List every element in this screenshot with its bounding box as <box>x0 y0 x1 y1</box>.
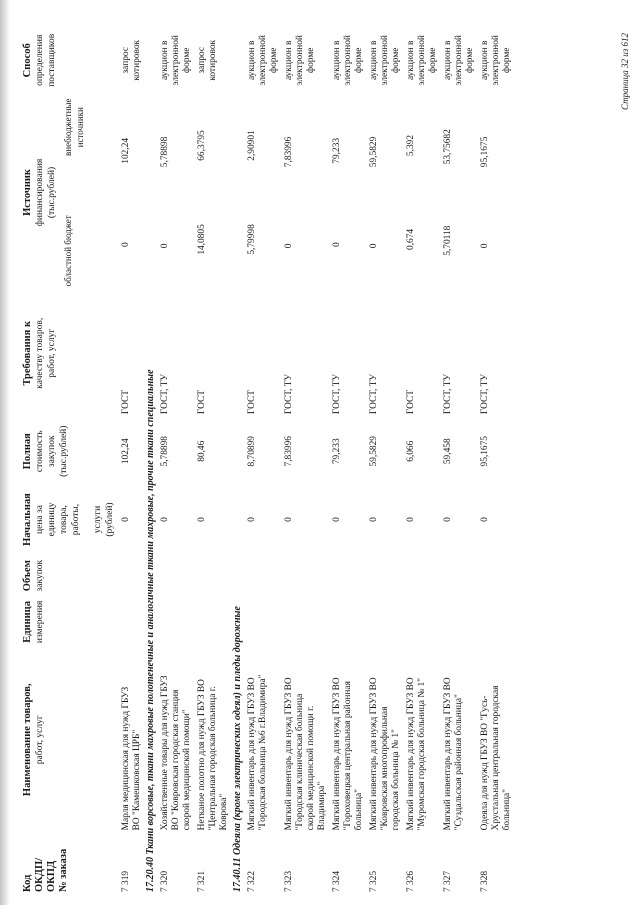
table-body <box>118 25 514 895</box>
order-number: 7 325 <box>369 870 379 892</box>
table-row <box>244 25 281 895</box>
volume-cell <box>244 554 281 598</box>
funding-regional: 5,79998 <box>247 224 257 255</box>
order-number: 7 323 <box>284 870 294 892</box>
funding-regional: 0 <box>332 242 342 248</box>
full-cost-cell: 8,70899 <box>247 436 257 467</box>
volume-cell <box>477 554 514 598</box>
col-header-volume: Объем закупок <box>22 559 45 592</box>
item-name: Марля медицинская для нужд ГБУЗ ВО "Камешковская ЦРБ" <box>121 686 142 831</box>
funding-cell <box>440 96 477 290</box>
unit-cell <box>118 598 144 646</box>
volume-cell <box>194 554 231 598</box>
section-row <box>231 25 244 895</box>
funding-regional: 0,674 <box>406 228 416 250</box>
requirements-cell: ГОСТ, ТУ <box>332 373 342 415</box>
funding-regional: 0 <box>369 243 379 249</box>
item-name: Хозяйственные товары для нужд ГБУЗ ВО "Ковровская городская станция скорой медицинской помощи" <box>160 675 192 831</box>
full-cost-cell: 5,78898 <box>160 436 170 467</box>
col-header-initial-price: Начальная цена за единицу товара, работы, услуги (рублей) <box>22 493 115 546</box>
full-cost-cell: 6,066 <box>406 440 416 462</box>
method-cell: аукцион в электронной форме <box>406 35 438 86</box>
unit-cell <box>403 598 440 646</box>
order-number: 7 319 <box>121 870 131 892</box>
funding-offbudget: 5,392 <box>406 134 416 157</box>
funding-regional: 5,70118 <box>443 225 453 256</box>
method-cell: аукцион в электронной форме <box>284 35 316 86</box>
order-number: 7 328 <box>480 870 490 892</box>
section-title: 17.40.11 Одеяла (кроме электрических одеял) и пледы дорожные <box>232 606 243 892</box>
funding-offbudget-label: внебюджетные источники <box>63 98 85 156</box>
requirements-cell: ГОСТ <box>121 390 131 415</box>
volume-cell <box>118 554 144 598</box>
full-cost-cell: 59,5829 <box>369 436 379 467</box>
method-cell: аукцион в электронной форме <box>247 35 279 86</box>
full-cost-cell: 95,1675 <box>480 436 490 467</box>
volume-cell <box>366 554 403 598</box>
funding-offbudget: 59,5829 <box>369 136 379 168</box>
col-header-method: Способ определения поставщиков <box>22 33 57 87</box>
full-cost-cell: 59,458 <box>443 438 453 465</box>
volume-cell <box>403 554 440 598</box>
scan-edge-shadow <box>0 0 10 905</box>
unit-cell <box>194 598 231 646</box>
funding-regional-label: областной бюджет <box>63 215 73 287</box>
page-footer: Страница 32 из 612 <box>620 33 630 110</box>
table-row <box>281 25 329 895</box>
method-cell: аукцион в электронной форме <box>160 35 192 86</box>
table-row <box>403 25 440 895</box>
funding-cell <box>244 96 281 290</box>
funding-regional: 0 <box>121 242 131 248</box>
funding-regional: 0 <box>284 243 294 249</box>
procurement-table <box>20 25 514 895</box>
order-number: 7 320 <box>160 870 170 892</box>
col-header-funding: Источник финансирования (тыс.рублей) областной бюджет внебюджетные источники <box>22 98 85 287</box>
method-cell: запрос котировок <box>121 39 142 81</box>
volume-cell <box>329 554 366 598</box>
item-name: Мягкий инвентарь для нужд ГБУЗ ВО "Городская клиническая больница скорой медицинской помощи г. Владимира" <box>284 677 327 831</box>
funding-offbudget: 5,78898 <box>160 136 170 168</box>
funding-regional: 14,0805 <box>197 224 207 255</box>
order-number: 7 327 <box>443 870 453 892</box>
header-row <box>20 25 118 895</box>
unit-cell <box>157 598 194 646</box>
requirements-cell: ГОСТ, ТУ <box>443 373 453 415</box>
funding-offbudget: 95,1675 <box>480 136 490 168</box>
initial-price-cell: 0 <box>160 517 170 522</box>
item-name: Мягкий инвентарь для нужд ГБУЗ ВО "Муромская городская больница № 1" <box>406 677 427 831</box>
unit-cell <box>244 598 281 646</box>
col-header-unit: Единица измерения <box>22 600 45 644</box>
order-number: 7 324 <box>332 870 342 892</box>
funding-cell <box>403 96 440 290</box>
method-cell: аукцион в электронной форме <box>443 35 475 86</box>
col-header-name: Наименование товаров, работ, услуг <box>22 683 45 797</box>
funding-cell <box>366 96 403 290</box>
initial-price-cell: 0 <box>369 517 379 522</box>
item-name: Мягкий инвентарь для нужд ГБУЗ ВО "Ковровская многопрофильная городская больница № 1" <box>369 677 401 831</box>
unit-cell <box>440 598 477 646</box>
funding-cell <box>157 96 194 290</box>
item-name: Мягкий инвентарь для нужд ГБУЗ ВО "Городская больница №6 г.Владимира" <box>247 674 268 831</box>
unit-cell <box>329 598 366 646</box>
item-name: Одеяла для нужд ГБУЗ ВО "Гусь- Хрустальная центральная городская больница" <box>480 685 512 831</box>
order-number: 7 322 <box>247 870 257 892</box>
section-title: 17.20.40 Ткани ворсовые, ткани махровые полотенечные и аналогичные ткани махровые, прочие ткани специальные <box>145 369 156 892</box>
initial-price-cell: 0 <box>480 517 490 522</box>
method-cell: аукцион в электронной форме <box>369 35 401 86</box>
funding-cell <box>477 96 514 290</box>
requirements-cell: ГОСТ, ТУ <box>160 373 170 415</box>
table-row <box>157 25 194 895</box>
volume-cell <box>157 554 194 598</box>
item-name: Мягкий инвентарь для нужд ГБУЗ ВО "Гороховецкая центральная районная больница" <box>332 677 364 831</box>
table-row <box>118 25 144 895</box>
funding-regional: 0 <box>160 243 170 249</box>
col-header-requirements: Требования к качеству товаров, работ, услуг <box>22 317 57 389</box>
initial-price-cell: 0 <box>121 517 131 522</box>
full-cost-cell: 79,233 <box>332 438 342 465</box>
funding-regional: 0 <box>480 243 490 249</box>
initial-price-cell: 0 <box>332 517 342 522</box>
full-cost-cell: 80,46 <box>197 440 207 462</box>
volume-cell <box>281 554 329 598</box>
volume-cell <box>440 554 477 598</box>
funding-offbudget: 79,233 <box>332 137 342 164</box>
method-cell: аукцион в электронной форме <box>480 35 512 86</box>
unit-cell <box>366 598 403 646</box>
requirements-cell: ГОСТ, ТУ <box>369 373 379 415</box>
order-number: 7 321 <box>197 870 207 892</box>
col-header-full-cost: Полная стоимость закупок (тыс.рублей) <box>22 425 69 477</box>
requirements-cell: ГОСТ <box>247 390 257 415</box>
requirements-cell: ГОСТ, ТУ <box>284 373 294 415</box>
requirements-cell: ГОСТ <box>406 390 416 415</box>
funding-offbudget: 53,75682 <box>443 129 453 165</box>
table-row <box>329 25 366 895</box>
initial-price-cell: 0 <box>406 517 416 522</box>
method-cell: запрос котировок <box>197 39 218 81</box>
order-number: 7 326 <box>406 870 416 892</box>
table-row <box>440 25 477 895</box>
funding-cell <box>329 96 366 290</box>
initial-price-cell: 0 <box>284 517 294 522</box>
funding-offbudget: 66,3795 <box>197 130 207 161</box>
full-cost-cell: 7,83996 <box>284 436 294 467</box>
initial-price-cell: 0 <box>247 517 257 522</box>
item-name: Нетканое полотно для нужд ГБУЗ ВО "Центральная городская больница г. Коврова" <box>197 679 229 831</box>
section-row <box>144 25 157 895</box>
requirements-cell: ГОСТ, ТУ <box>480 373 490 415</box>
table-row <box>477 25 514 895</box>
table-row <box>194 25 231 895</box>
funding-offbudget: 7,83996 <box>284 136 294 168</box>
full-cost-cell: 102,24 <box>121 438 131 465</box>
initial-price-cell: 0 <box>443 517 453 522</box>
funding-offbudget: 2,90901 <box>247 130 257 161</box>
funding-cell <box>194 96 231 290</box>
col-header-code: Код ОКДП/ ОКПД № заказа <box>22 848 69 892</box>
initial-price-cell: 0 <box>197 517 207 522</box>
requirements-cell: ГОСТ <box>197 390 207 415</box>
table-row <box>366 25 403 895</box>
item-name: Мягкий инвентарь для нужд ГБУЗ ВО "Суздальская районная больница" <box>443 677 464 831</box>
funding-cell <box>281 96 329 290</box>
unit-cell <box>281 598 329 646</box>
funding-offbudget: 102,24 <box>121 137 131 164</box>
method-cell: аукцион в электронной форме <box>332 35 364 86</box>
unit-cell <box>477 598 514 646</box>
funding-cell <box>118 96 144 290</box>
